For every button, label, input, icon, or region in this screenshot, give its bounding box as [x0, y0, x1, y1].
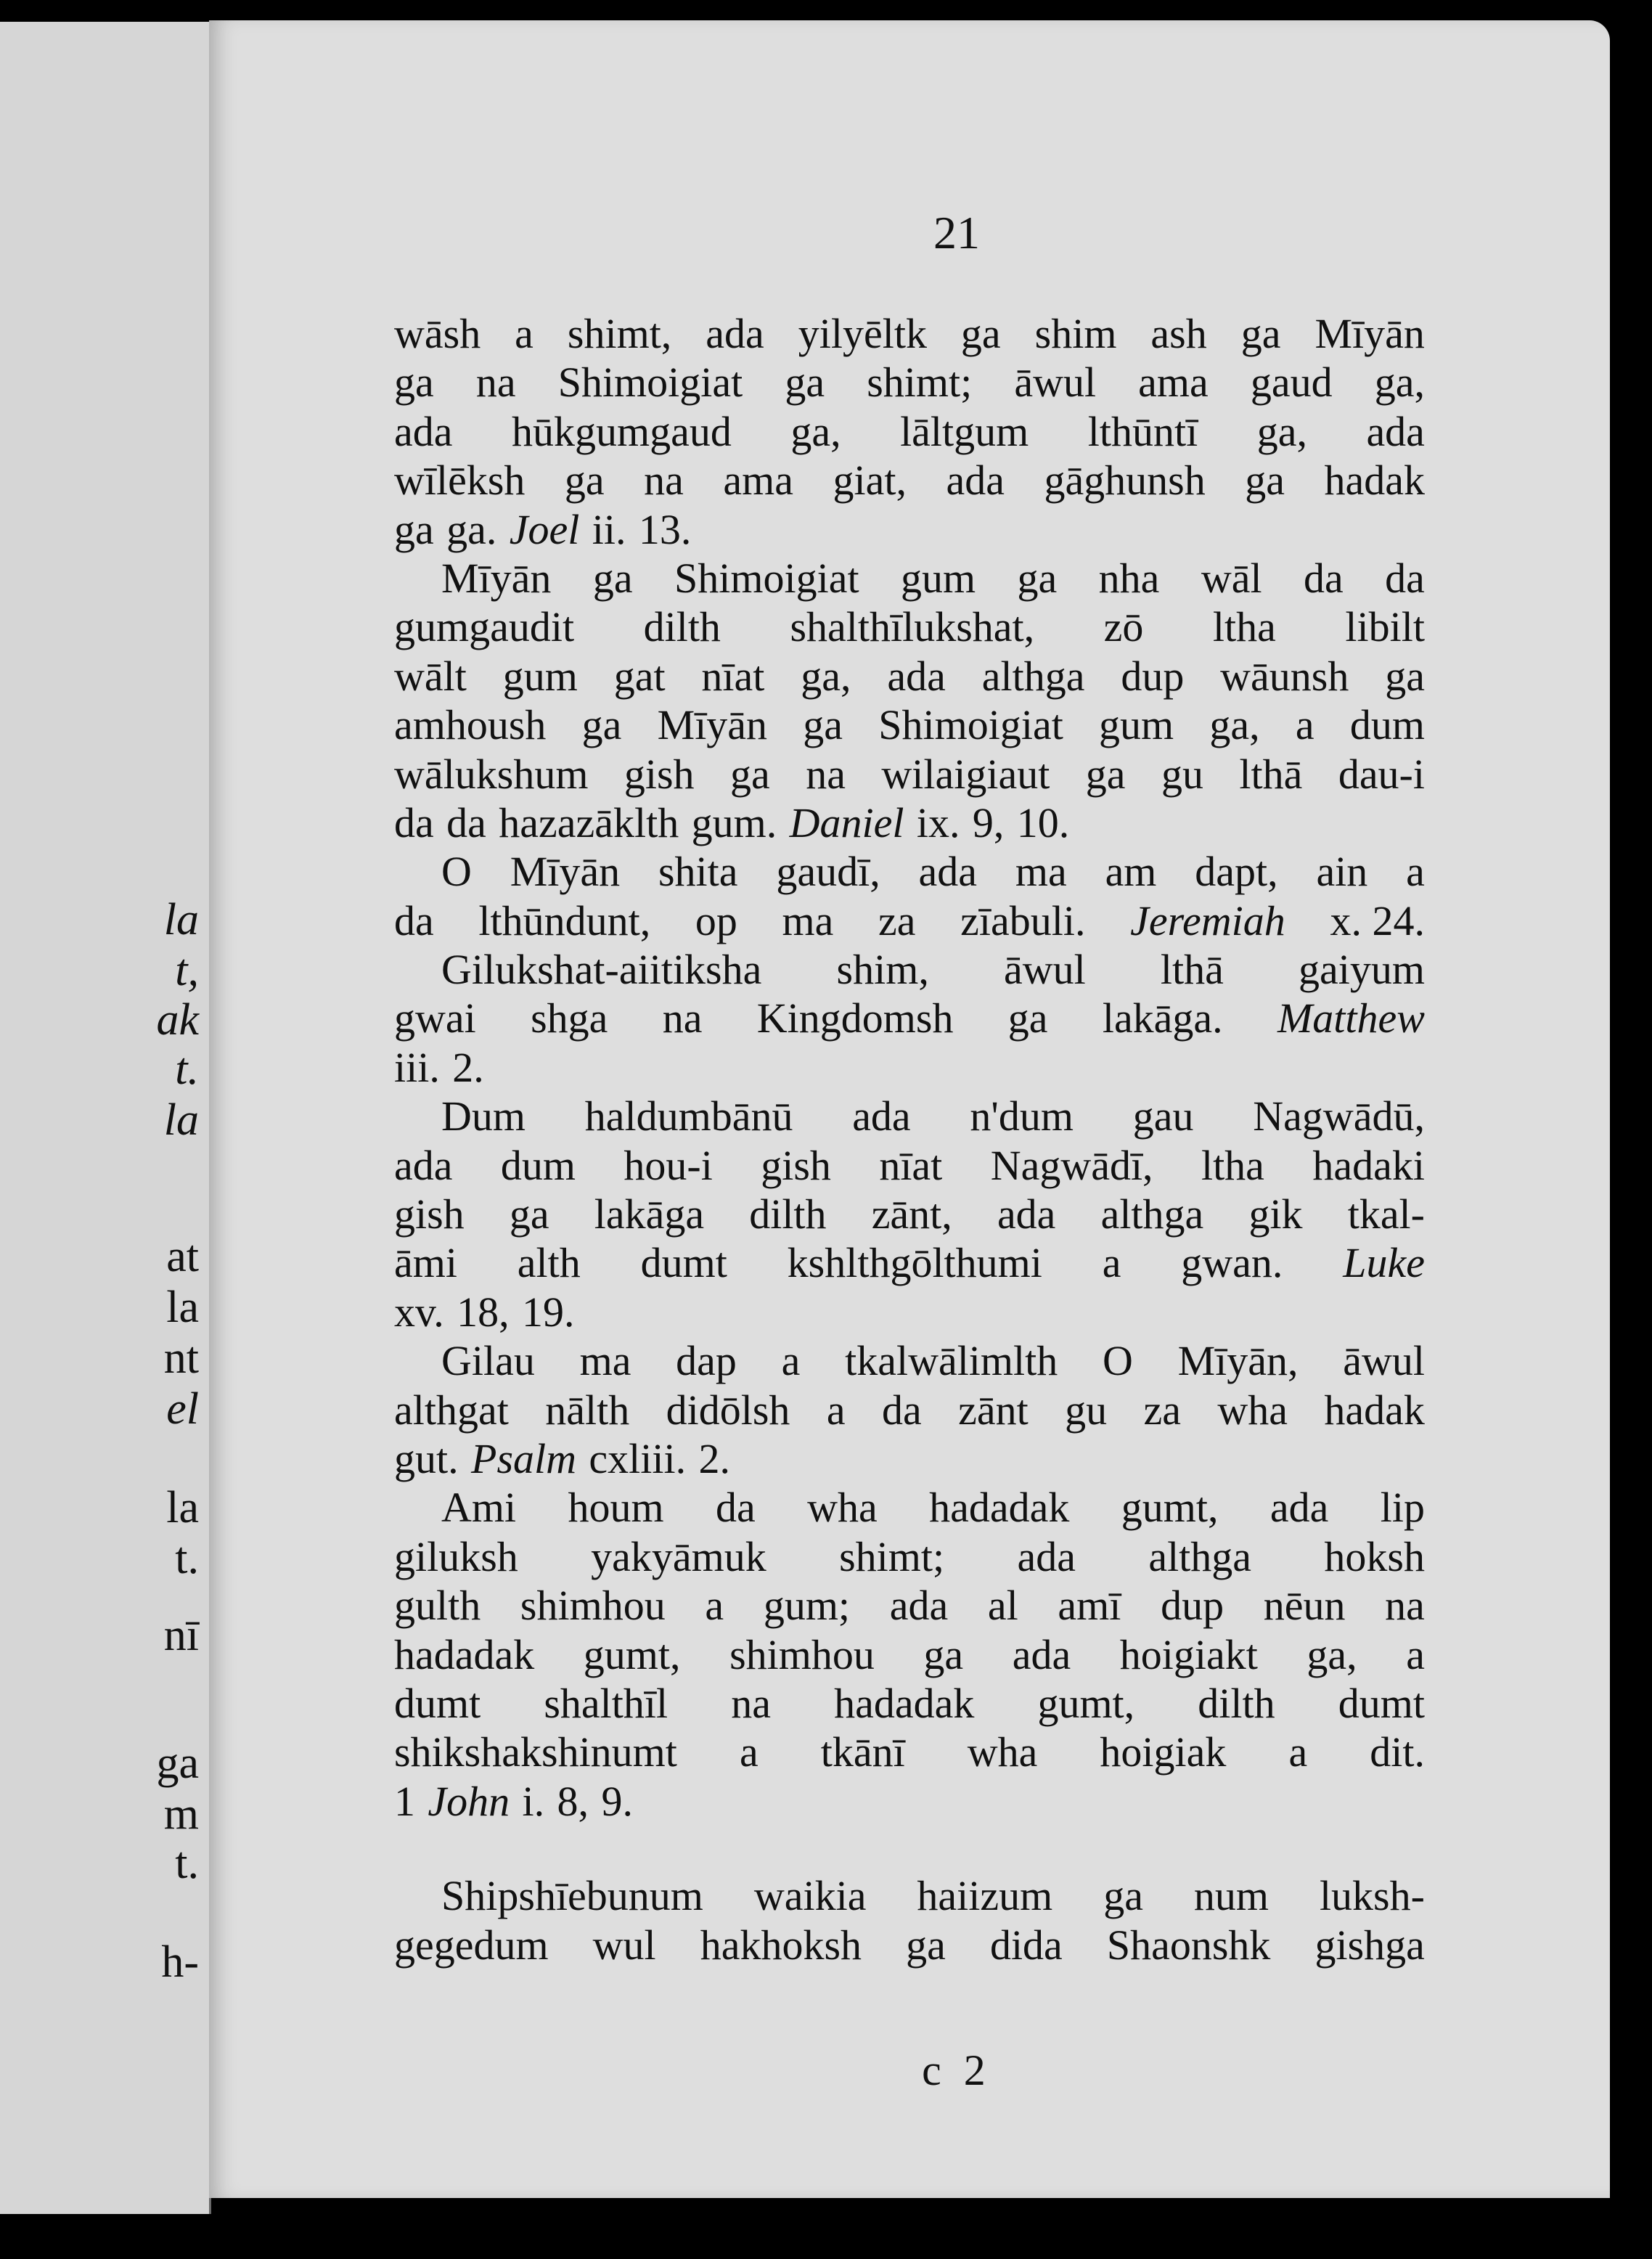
word: n'dum	[970, 1092, 1074, 1140]
word: Mīyān	[657, 701, 768, 749]
word: ada	[1012, 1630, 1071, 1678]
word: lakāga.	[1102, 994, 1223, 1042]
word: amī	[1058, 1582, 1121, 1630]
left-page-fragment: ak	[156, 995, 199, 1045]
word: am	[1105, 848, 1157, 896]
text-line	[394, 554, 1425, 602]
text-line	[394, 407, 1425, 456]
word: a	[1102, 1239, 1121, 1287]
word: ada	[918, 848, 978, 896]
text-line	[394, 1581, 1425, 1630]
word: 2.	[452, 1043, 484, 1091]
word: lip	[1380, 1484, 1425, 1532]
word: O	[441, 848, 472, 896]
word: gum	[502, 652, 578, 700]
word: a	[1406, 848, 1425, 896]
text-line	[394, 358, 1425, 407]
word: gwan.	[1181, 1239, 1283, 1287]
word: Shipshīebunum	[441, 1872, 703, 1920]
word: yilyēltk	[798, 310, 927, 357]
left-page-fragment: t.	[175, 1534, 199, 1583]
word: ga	[509, 1190, 549, 1238]
word: lakāga	[594, 1190, 705, 1238]
word: a	[781, 1337, 801, 1385]
word: hazazāklth	[499, 798, 679, 846]
word: da	[394, 896, 434, 944]
word: dilth	[1198, 1679, 1275, 1727]
left-page-fragment: m	[163, 1789, 199, 1839]
word: waikia	[753, 1872, 867, 1920]
word: Shimoigiat	[557, 359, 743, 407]
word: wālukshum	[394, 750, 589, 798]
text-line	[394, 1043, 1425, 1092]
word: gishga	[1314, 1921, 1425, 1969]
word: hadak	[1324, 457, 1425, 505]
text-line	[394, 1630, 1425, 1679]
word: giluksh	[394, 1532, 518, 1580]
word: hadaki	[1312, 1141, 1425, 1189]
word: za	[878, 896, 916, 944]
word: Gilukshat-aiitiksha	[441, 946, 762, 994]
word: ada	[852, 1092, 911, 1140]
word: gulth	[394, 1582, 481, 1630]
word: a	[515, 310, 533, 357]
word: zānt	[958, 1386, 1029, 1434]
word: ada	[887, 652, 946, 700]
text-line	[394, 1386, 1425, 1434]
word: nēun	[1263, 1582, 1346, 1630]
word: Mīyān	[1314, 310, 1425, 357]
word: ix.	[916, 798, 960, 846]
word: shga	[531, 994, 608, 1042]
word: op	[695, 896, 737, 944]
word: ga,	[1374, 359, 1425, 407]
word: āmi	[394, 1239, 457, 1287]
word: ltha	[1212, 603, 1276, 651]
word: O	[1102, 1337, 1133, 1385]
word: ga	[906, 1921, 946, 1969]
word: na	[1385, 1582, 1425, 1630]
word: wilaigiaut	[881, 750, 1050, 798]
word: iii.	[394, 1043, 440, 1091]
text-line	[394, 700, 1425, 749]
left-page-fragment: t.	[175, 1045, 199, 1094]
word: dum	[500, 1141, 576, 1189]
word: dit.	[1370, 1728, 1425, 1776]
text-line	[394, 1871, 1425, 1920]
word: Kingdomsh	[756, 994, 954, 1042]
scripture-reference: Jeremiah	[1130, 896, 1285, 944]
word: da	[394, 798, 434, 846]
word: Mīyān	[441, 554, 552, 602]
word: hoigiak	[1100, 1728, 1227, 1776]
word: hūkgumgaud	[511, 407, 732, 455]
word: ga	[730, 750, 770, 798]
word: ada	[1017, 1532, 1076, 1580]
word: kshlthgōlthumi	[787, 1239, 1042, 1287]
left-page-fragment: h-	[161, 1937, 199, 1987]
left-page-fragment: ga	[156, 1739, 199, 1788]
left-page-fragment: t.	[175, 1839, 199, 1888]
word: tkānī	[820, 1728, 905, 1776]
word: ada	[946, 457, 1005, 505]
word: ga,	[801, 652, 851, 700]
word: gat	[613, 652, 666, 700]
word: althga	[1148, 1532, 1252, 1580]
word: gum	[1099, 701, 1174, 749]
word: dup	[1161, 1582, 1224, 1630]
left-page-fragment: la	[166, 1283, 199, 1332]
word: Mīyān,	[1177, 1337, 1299, 1385]
text-line	[394, 456, 1425, 505]
body-text	[394, 309, 1425, 1969]
text-line	[394, 1921, 1425, 1969]
word: yakyāmuk	[591, 1532, 766, 1580]
word: da	[446, 798, 486, 846]
word: shimhou	[520, 1582, 666, 1630]
word: dumt	[1338, 1679, 1425, 1727]
word: shimt;	[867, 359, 973, 407]
word: dilth	[643, 603, 721, 651]
word: ga,	[1256, 407, 1307, 455]
word: gwai	[394, 994, 476, 1042]
word: za	[1143, 1386, 1181, 1434]
left-page-fragment: nī	[163, 1611, 199, 1660]
word: shimhou	[729, 1630, 875, 1678]
word: Shimoigiat	[878, 701, 1063, 749]
word: shalthīl	[544, 1679, 668, 1727]
word: na	[806, 750, 846, 798]
word: ama	[723, 457, 793, 505]
text-line	[394, 847, 1425, 896]
word: ga	[564, 457, 605, 505]
word: hakhoksh	[700, 1921, 862, 1969]
word: shita	[658, 848, 738, 896]
word: ga	[1085, 750, 1126, 798]
word: althga	[981, 652, 1085, 700]
word: ga	[394, 359, 434, 407]
word: dida	[989, 1921, 1063, 1969]
word: hou-i	[623, 1141, 713, 1189]
word: gum;	[763, 1582, 851, 1630]
word: gumt,	[583, 1630, 681, 1678]
text-line	[394, 1238, 1425, 1287]
word: a	[1288, 1728, 1308, 1776]
word: dum	[1349, 701, 1425, 749]
word: wāl	[1201, 554, 1262, 602]
text-line	[394, 1777, 1425, 1826]
word: hadadak	[394, 1630, 535, 1678]
word: num	[1193, 1872, 1269, 1920]
word: dilth	[749, 1190, 827, 1238]
scripture-reference: Psalm	[471, 1434, 577, 1482]
word: wul	[592, 1921, 656, 1969]
word: gut.	[394, 1434, 459, 1482]
word: tkal-	[1347, 1190, 1425, 1238]
word: Nagwādī,	[990, 1141, 1153, 1189]
text-line	[394, 1679, 1425, 1728]
left-page-fragment: nt	[163, 1333, 199, 1383]
word: gaud	[1250, 359, 1333, 407]
word: haiizum	[917, 1872, 1053, 1920]
word: Dum	[441, 1092, 526, 1140]
word: wāsh	[394, 310, 481, 357]
word: ga	[394, 505, 434, 553]
page-number: 21	[933, 207, 980, 258]
word: hoigiakt	[1119, 1630, 1258, 1678]
word: 9,	[972, 798, 1005, 846]
word: lthā	[1160, 946, 1224, 994]
text-line	[394, 798, 1425, 847]
word: Gilau	[441, 1337, 535, 1385]
word: gegedum	[394, 1921, 549, 1969]
left-page-fragment: at	[166, 1232, 199, 1281]
word: āwul	[1014, 359, 1097, 407]
word: da	[1385, 554, 1425, 602]
left-page-fragment: el	[166, 1384, 199, 1434]
scripture-reference: Daniel	[789, 798, 904, 846]
word: 18,	[457, 1288, 510, 1336]
text-line	[394, 652, 1425, 700]
scripture-reference: Luke	[1343, 1239, 1425, 1287]
text-line	[394, 309, 1425, 358]
word: xv.	[394, 1288, 444, 1336]
word: wha	[967, 1728, 1038, 1776]
word: hadak	[1324, 1386, 1425, 1434]
word: x. 24.	[1330, 896, 1425, 944]
word: nīat	[701, 652, 765, 700]
word: ga	[592, 554, 633, 602]
word: shimt,	[567, 310, 672, 357]
word: Ami	[441, 1484, 517, 1532]
word: wālt	[394, 652, 467, 700]
word: didōlsh	[666, 1386, 790, 1434]
word: ada	[889, 1582, 949, 1630]
word: al	[987, 1582, 1018, 1630]
text-line	[394, 945, 1425, 994]
word: gik	[1248, 1190, 1303, 1238]
scripture-reference: John	[428, 1777, 510, 1825]
word: āwul	[1003, 946, 1086, 994]
word: libilt	[1345, 603, 1425, 651]
word: ltha	[1201, 1141, 1264, 1189]
word: nīat	[879, 1141, 943, 1189]
word: hadadak	[929, 1484, 1070, 1532]
word: gumgaudit	[394, 603, 575, 651]
word: na	[475, 359, 516, 407]
text-line	[394, 994, 1425, 1042]
word: a	[826, 1386, 846, 1434]
word: alth	[517, 1239, 581, 1287]
left-page-fragment: la	[163, 1095, 199, 1145]
word: gish	[394, 1190, 465, 1238]
word: shalthīlukshat,	[790, 603, 1035, 651]
word: ma	[782, 896, 834, 944]
left-page-fragment: la	[166, 1483, 199, 1532]
word: 8,	[557, 1777, 589, 1825]
word: althga	[1100, 1190, 1204, 1238]
word: da	[881, 1386, 922, 1434]
text-line	[394, 1728, 1425, 1776]
word: gum.	[691, 798, 777, 846]
text-line	[394, 1336, 1425, 1385]
word: 13.	[638, 505, 692, 553]
word: da	[1303, 554, 1344, 602]
word: āwul	[1343, 1337, 1425, 1385]
word: gum	[900, 554, 976, 602]
word: amhoush	[394, 701, 547, 749]
scripture-reference: Matthew	[1277, 994, 1425, 1042]
word: tkalwālimlth	[845, 1337, 1058, 1385]
text-line	[394, 1190, 1425, 1238]
word: wha	[807, 1484, 878, 1532]
word: ada	[1366, 407, 1425, 455]
word: wāunsh	[1220, 652, 1349, 700]
word: lāltgum	[900, 407, 1029, 455]
word: gaudī,	[776, 848, 880, 896]
word: ga	[1007, 994, 1048, 1042]
word: ga	[803, 701, 843, 749]
word: zānt,	[871, 1190, 952, 1238]
word: houm	[568, 1484, 664, 1532]
word: ga	[960, 310, 1001, 357]
word: dumt	[640, 1239, 727, 1287]
section-gap	[394, 1826, 1425, 1871]
word: ama	[1138, 359, 1209, 407]
word: ash	[1150, 310, 1207, 357]
word: ga,	[790, 407, 841, 455]
word: a	[705, 1582, 724, 1630]
word: zō	[1103, 603, 1144, 651]
word: gish	[761, 1141, 831, 1189]
word: 9.	[601, 1777, 633, 1825]
word: ada	[394, 407, 453, 455]
word: ga,	[1209, 701, 1260, 749]
word: 10.	[1016, 798, 1070, 846]
word: dumt	[394, 1679, 481, 1727]
word: a	[1406, 1630, 1425, 1678]
word: ga	[1385, 652, 1425, 700]
left-page-fragment: t,	[175, 946, 199, 995]
word: lthā	[1239, 750, 1303, 798]
word: shimt;	[839, 1532, 945, 1580]
word: shikshakshinumt	[394, 1728, 677, 1776]
word: wīlēksh	[394, 457, 526, 505]
text-line	[394, 1288, 1425, 1336]
word: ii.	[592, 505, 626, 553]
word: gish	[623, 750, 695, 798]
word: nha	[1098, 554, 1160, 602]
word: ada	[706, 310, 764, 357]
word: ga	[1103, 1872, 1143, 1920]
text-line	[394, 1483, 1425, 1532]
word: ada	[1269, 1484, 1329, 1532]
word: 19.	[522, 1288, 575, 1336]
word: haldumbānū	[584, 1092, 793, 1140]
word: dau-i	[1338, 750, 1425, 798]
word: gu	[1065, 1386, 1108, 1434]
word: ada	[997, 1190, 1056, 1238]
text-line	[394, 1141, 1425, 1190]
word: ada	[394, 1141, 453, 1189]
word: dap	[676, 1337, 737, 1385]
word: hoksh	[1324, 1532, 1425, 1580]
word: gumt,	[1037, 1679, 1135, 1727]
word: ma	[579, 1337, 631, 1385]
word: ga	[923, 1630, 964, 1678]
word: na	[731, 1679, 771, 1727]
word: shim,	[836, 946, 929, 994]
word: Nagwādū,	[1253, 1092, 1425, 1140]
word: dup	[1121, 652, 1185, 700]
word: 2.	[698, 1434, 730, 1482]
word: ma	[1015, 848, 1067, 896]
word: althgat	[394, 1386, 509, 1434]
word: ain	[1316, 848, 1368, 896]
word: nālth	[545, 1386, 630, 1434]
word: zīabuli.	[960, 896, 1086, 944]
word: ga	[1240, 310, 1281, 357]
word: Shaonshk	[1106, 1921, 1271, 1969]
word: a	[1295, 701, 1314, 749]
word: cxliii.	[589, 1434, 687, 1482]
word: Mīyān	[510, 848, 621, 896]
word: ga	[1245, 457, 1285, 505]
word: gumt,	[1121, 1484, 1219, 1532]
word: a	[739, 1728, 758, 1776]
word: lthūntī	[1087, 407, 1198, 455]
word: shim	[1034, 310, 1117, 357]
text-line	[394, 896, 1425, 945]
word: ga	[1017, 554, 1058, 602]
word: gu	[1161, 750, 1203, 798]
word: lthūndunt,	[478, 896, 651, 944]
text-line	[394, 1434, 1425, 1483]
word: gāghunsh	[1044, 457, 1206, 505]
right-page	[209, 20, 1610, 2198]
word: wha	[1217, 1386, 1288, 1434]
text-line	[394, 505, 1425, 554]
text-line	[394, 1092, 1425, 1140]
word: gau	[1132, 1092, 1194, 1140]
word: i.	[522, 1777, 545, 1825]
word: da	[716, 1484, 756, 1532]
word: ga	[785, 359, 825, 407]
word: Shimoigiat	[674, 554, 859, 602]
word: giat,	[833, 457, 907, 505]
signature-mark: c 2	[922, 2046, 991, 2094]
word: ga	[581, 701, 622, 749]
word: ga.	[446, 505, 497, 553]
word: gaiyum	[1298, 946, 1425, 994]
word: ga,	[1307, 1630, 1357, 1678]
text-line	[394, 750, 1425, 798]
left-facing-page	[0, 22, 211, 2214]
word: luksh-	[1319, 1872, 1425, 1920]
word: hadadak	[834, 1679, 975, 1727]
word: na	[644, 457, 684, 505]
scripture-reference: Joel	[509, 505, 580, 553]
word: dapt,	[1195, 848, 1278, 896]
word: 1	[394, 1777, 415, 1825]
left-page-fragment: la	[163, 895, 199, 944]
text-line	[394, 602, 1425, 651]
text-line	[394, 1532, 1425, 1581]
word: na	[662, 994, 703, 1042]
